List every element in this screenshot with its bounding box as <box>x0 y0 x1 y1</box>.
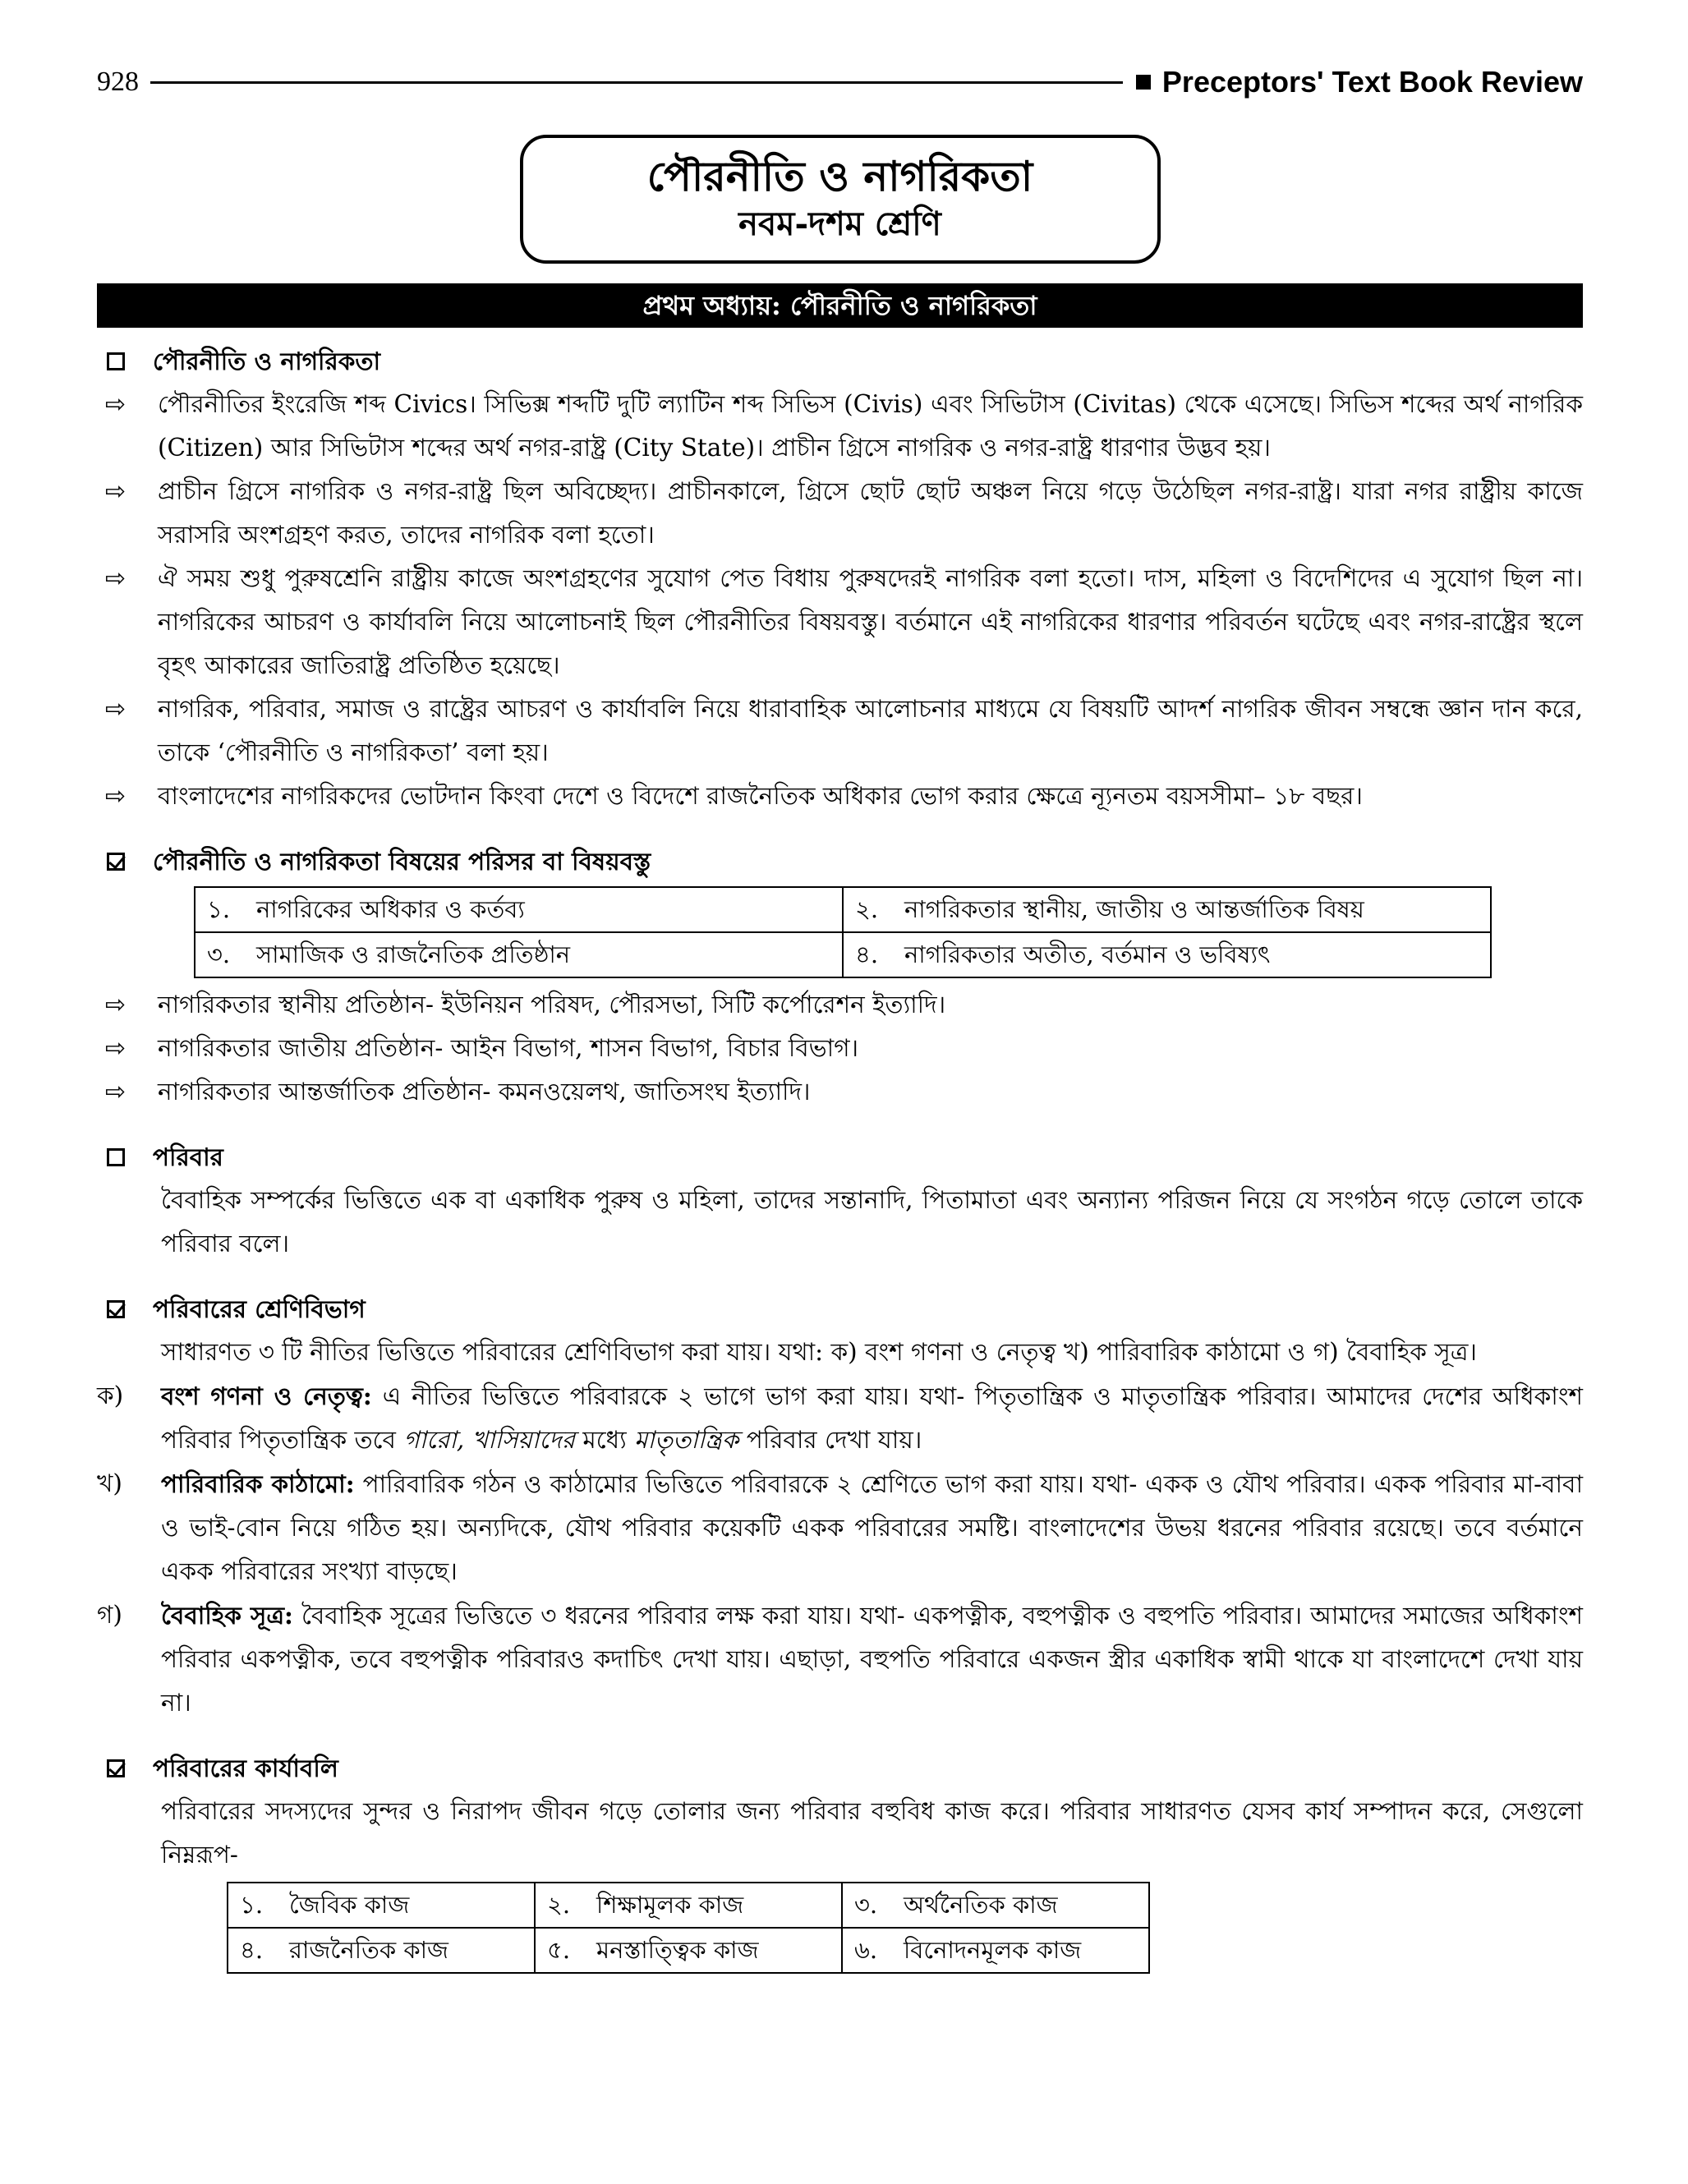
table-row <box>195 932 1491 977</box>
arrow-right-icon: ⇨ <box>105 564 126 593</box>
checkbox-empty-icon <box>107 1148 125 1166</box>
cell-number: ৩. <box>207 940 231 968</box>
book-title-text: Preceptors' Text Book Review <box>1161 65 1583 99</box>
bullet-item <box>97 687 1583 775</box>
cell-number: ৫. <box>547 1936 571 1964</box>
letter-label: খ) <box>97 1469 122 1497</box>
cell-number: ২. <box>855 895 879 923</box>
subject-title: পৌরনীতি ও নাগরিকতা <box>646 152 1033 200</box>
checkbox-empty-icon <box>107 352 125 370</box>
text-run: বৈবাহিক সূত্রের ভিত্তিতে ৩ ধরনের পরিবার লক্ষ করা যায়। যথা- একপত্নীক, বহুপত্নীক ও বহুপতি পরিবার। আমাদের সমাজের অধিকাংশ পরিবার একপত্নীক, তবে বহুপত্নীক পরিবারও কদাচিৎ দেখা যায়। এছাড়া, বহুপতি পরিবারে একজন স্ত্রীর একাধিক স্বামী থাকে যা বাংলাদেশে দেখা যায় না। <box>161 1602 1583 1717</box>
table-cell <box>228 1883 535 1928</box>
cell-text: নাগরিকতার স্থানীয়, জাতীয় ও আন্তর্জাতিক বিষয় <box>904 895 1364 923</box>
table-cell <box>195 887 843 932</box>
table-cell <box>195 932 843 977</box>
letter-label: ক) <box>97 1382 124 1409</box>
table-cell <box>842 1883 1149 1928</box>
bullet-text: ঐ সময় শুধু পুরুষশ্রেনি রাষ্ট্রীয় কাজে অংশগ্রহণের সুযোগ পেত বিধায় পুরুষদেরই নাগরিক বলা হতো। দাস, মহিলা ও বিদেশিদের এ সুযোগ ছিল না। নাগরিকের আচরণ ও কার্যাবলি নিয়ে আলোচনাই ছিল পৌরনীতির বিষয়বস্তু। বর্তমানে এই নাগরিকের ধারণার পরিবর্তন ঘটেছে এবং নগর-রাষ্ট্রের স্থলে বৃহৎ আকারের জাতিরাষ্ট্র প্রতিষ্ঠিত হয়েছে। <box>158 564 1583 679</box>
text-run: পরিবার দেখা যায়। <box>738 1426 922 1454</box>
cell-number: ১. <box>240 1891 264 1919</box>
bullet-item <box>97 470 1583 557</box>
cell-text: নাগরিকতার অতীত, বর্তমান ও ভবিষ্যৎ <box>904 940 1271 968</box>
text-run: পারিবারিক গঠন ও কাঠামোর ভিত্তিতে পরিবারকে ২ শ্রেণিতে ভাগ করা যায়। যথা- একক ও যৌথ পরিবার। একক পরিবার মা-বাবা ও ভাই-বোন নিয়ে গঠিত হয়। অন্যদিকে, যৌথ পরিবার কয়েকটি একক পরিবারের সমষ্টি। বাংলাদেশের উভয় ধরনের পরিবার রয়েছে। তবে বর্তমানে একক পরিবারের সংখ্যা বাড়ছে। <box>161 1470 1583 1585</box>
functions-table <box>227 1882 1150 1974</box>
table-cell <box>228 1928 535 1973</box>
cell-text: নাগরিকের অধিকার ও কর্তব্য <box>256 895 525 923</box>
cell-text: সামাজিক ও রাজনৈতিক প্রতিষ্ঠান <box>256 940 571 968</box>
cell-number: ৪. <box>240 1936 264 1964</box>
checkbox-checked-icon <box>107 853 125 871</box>
cell-number: ৬. <box>854 1936 878 1964</box>
page-header <box>97 57 1583 107</box>
bullet-text: প্রাচীন গ্রিসে নাগরিক ও নগর-রাষ্ট্র ছিল অবিচ্ছেদ্য। প্রাচীনকালে, গ্রিসে ছোট ছোট অঞ্চল নিয়ে গড়ে উঠেছিল নগর-রাষ্ট্র। যারা নগর রাষ্ট্রীয় কাজে সরাসরি অংশগ্রহণ করত, তাদের নাগরিক বলা হতো। <box>158 477 1583 549</box>
section-heading-text: পৌরনীতি ও নাগরিকতা <box>153 347 381 375</box>
cell-number: ২. <box>547 1891 571 1919</box>
arrow-right-icon: ⇨ <box>105 782 126 811</box>
cell-text: শিক্ষামূলক কাজ <box>596 1891 744 1919</box>
bullet-item <box>97 383 1583 470</box>
checkbox-checked-icon <box>107 1300 125 1318</box>
header-rule <box>150 81 1123 84</box>
cell-text: রাজনৈতিক কাজ <box>289 1936 449 1964</box>
table-cell <box>843 932 1491 977</box>
cell-text: বিনোদনমূলক কাজ <box>904 1936 1082 1964</box>
section-heading-text: পরিবার <box>153 1143 223 1171</box>
title-box <box>520 135 1161 264</box>
bullet-text: নাগরিকতার স্থানীয় প্রতিষ্ঠান- ইউনিয়ন পরিষদ, পৌরসভা, সিটি কর্পোরেশন ইত্যাদি। <box>158 991 946 1018</box>
bullet-text: বাংলাদেশের নাগরিকদের ভোটদান কিংবা দেশে ও বিদেশে রাজনৈতিক অধিকার ভোগ করার ক্ষেত্রে ন্যূনতম বয়সসীমা– ১৮ বছর। <box>158 782 1363 810</box>
bullet-text: নাগরিকতার জাতীয় প্রতিষ্ঠান- আইন বিভাগ, শাসন বিভাগ, বিচার বিভাগ। <box>158 1034 859 1062</box>
bullet-item <box>97 557 1583 687</box>
lettered-text <box>161 1593 1583 1725</box>
section-heading <box>97 1746 1583 1790</box>
arrow-right-icon: ⇨ <box>105 1078 126 1106</box>
bullet-item <box>97 983 1583 1027</box>
arrow-right-icon: ⇨ <box>105 1034 126 1063</box>
lettered-item <box>97 1593 1583 1725</box>
lettered-item <box>97 1374 1583 1462</box>
paragraph: সাধারণত ৩ টি নীতির ভিত্তিতে পরিবারের শ্রেণিবিভাগ করা যায়। যথা: ক) বংশ গণনা ও নেতৃত্ব খ) পারিবারিক কাঠামো ও গ) বৈবাহিক সূত্র। <box>161 1338 1477 1366</box>
paragraph: পরিবারের সদস্যদের সুন্দর ও নিরাপদ জীবন গড়ে তোলার জন্য পরিবার বহুবিধ কাজ করে। পরিবার সাধারণত যেসব কার্য সম্পাদন করে, সেগুলো নিম্নরূপ- <box>161 1797 1583 1869</box>
lettered-item <box>97 1462 1583 1593</box>
term-bold: বংশ গণনা ও নেতৃত্ব: <box>161 1382 372 1410</box>
paragraph: বৈবাহিক সম্পর্কের ভিত্তিতে এক বা একাধিক পুরুষ ও মহিলা, তাদের সন্তানাদি, পিতামাতা এবং অন্যান্য পরিজন নিয়ে যে সংগঠন গড়ে তোলে তাকে পরিবার বলে। <box>161 1186 1583 1258</box>
bullet-text: নাগরিক, পরিবার, সমাজ ও রাষ্ট্রের আচরণ ও কার্যাবলি নিয়ে ধারাবাহিক আলোচনার মাধ্যমে যে বিষয়টি আদর্শ নাগরিক জীবন সম্বন্ধে জ্ঞান দান করে, তাকে ‘পৌরনীতি ও নাগরিকতা’ বলা হয়। <box>158 695 1583 766</box>
table-row <box>228 1928 1149 1973</box>
cell-text: মনস্তাত্ত্বিক কাজ <box>596 1936 759 1964</box>
arrow-right-icon: ⇨ <box>105 477 126 506</box>
text-run: মধ্যে <box>574 1426 635 1454</box>
bullet-item <box>97 775 1583 818</box>
section-heading <box>97 839 1583 883</box>
table-cell <box>842 1928 1149 1973</box>
section-heading <box>97 1287 1583 1331</box>
text-italic: গারো, খাসিয়াদের <box>403 1426 575 1454</box>
section-heading-text: পৌরনীতি ও নাগরিকতা বিষয়ের পরিসর বা বিষয়বস্তু <box>153 847 651 876</box>
arrow-right-icon: ⇨ <box>105 695 126 724</box>
arrow-right-icon: ⇨ <box>105 390 126 419</box>
content <box>97 339 1583 1974</box>
cell-text: অর্থনৈতিক কাজ <box>904 1891 1058 1919</box>
table-cell <box>535 1883 842 1928</box>
lettered-text <box>161 1462 1583 1593</box>
text-italic: মাতৃতান্ত্রিক <box>634 1426 739 1454</box>
page-number: 928 <box>97 67 139 97</box>
table-row <box>228 1883 1149 1928</box>
bullet-item <box>97 1070 1583 1114</box>
chapter-banner: প্রথম অধ্যায়: পৌরনীতি ও নাগরিকতা <box>97 283 1583 328</box>
section-heading-text: পরিবারের শ্রেণিবিভাগ <box>153 1294 366 1323</box>
book-title <box>1136 65 1583 99</box>
bullet-text: পৌরনীতির ইংরেজি শব্দ Civics। সিভিক্স শব্দটি দুটি ল্যাটিন শব্দ সিভিস (Civis) এবং সিভিটাস (Civitas) থেকে এসেছে। সিভিস শব্দের অর্থ নাগরিক (Citizen) আর সিভিটাস শব্দের অর্থ নগর-রাষ্ট্র (City State)। প্রাচীন গ্রিসে নাগরিক ও নগর-রাষ্ট্র ধারণার উদ্ভব হয়। <box>158 390 1583 462</box>
table-row <box>195 887 1491 932</box>
arrow-right-icon: ⇨ <box>105 991 126 1019</box>
scope-table <box>194 886 1492 978</box>
cell-text: জৈবিক কাজ <box>289 1891 410 1919</box>
checkbox-checked-icon <box>107 1759 125 1777</box>
cell-number: ৩. <box>854 1891 878 1919</box>
section-heading <box>97 339 1583 383</box>
lettered-text <box>161 1374 1583 1462</box>
cell-number: ১. <box>207 895 231 923</box>
cell-number: ৪. <box>855 940 879 968</box>
table-cell <box>535 1928 842 1973</box>
term-bold: বৈবাহিক সূত্র: <box>161 1601 293 1630</box>
section-heading-text: পরিবারের কার্যাবলি <box>153 1754 338 1782</box>
table-cell <box>843 887 1491 932</box>
text-run: এ নীতির ভিত্তিতে পরিবারকে ২ ভাগে ভাগ করা যায়। যথা- পিতৃতান্ত্রিক ও মাতৃতান্ত্রিক পরিবার। আমাদের দেশের অধিকাংশ পরিবার পিতৃতান্ত্রিক তবে <box>161 1382 1583 1454</box>
letter-label: গ) <box>97 1601 122 1629</box>
class-title: নবম-দশম শ্রেণি <box>738 205 941 243</box>
section-heading <box>97 1135 1583 1179</box>
bullet-item <box>97 1027 1583 1070</box>
square-bullet-icon <box>1136 75 1151 90</box>
term-bold: পারিবারিক কাঠামো: <box>161 1469 355 1498</box>
bullet-text: নাগরিকতার আন্তর্জাতিক প্রতিষ্ঠান- কমনওয়েলথ, জাতিসংঘ ইত্যাদি। <box>158 1078 811 1106</box>
